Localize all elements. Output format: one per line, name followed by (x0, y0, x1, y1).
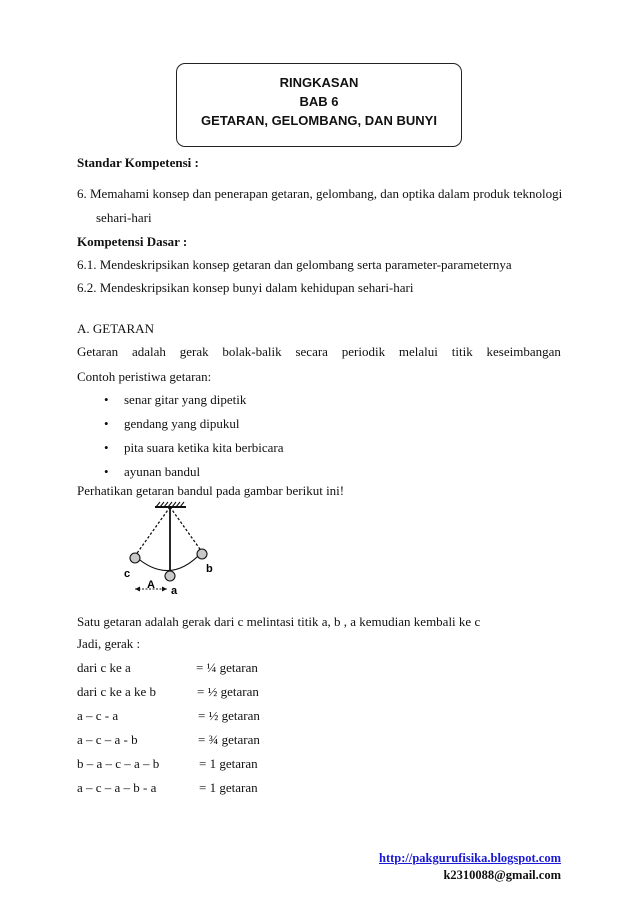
figure-intro: Perhatikan getaran bandul pada gambar berikut ini! (77, 483, 345, 498)
amplitude-arrow-left (135, 587, 140, 592)
motion-value: = ¾ getaran (198, 732, 260, 747)
motion-path: a – c – a - b (77, 732, 138, 747)
motion-value: = ¼ getaran (196, 660, 258, 675)
kd-item-2: 6.2. Mendeskripsikan konsep bunyi dalam kehidupan sehari-hari (77, 280, 414, 295)
definition-word: secara (295, 344, 328, 359)
definition-word: periodik (341, 344, 386, 359)
title-line-2: BAB 6 (299, 94, 339, 109)
title-box (176, 63, 462, 147)
kd-heading: Kompetensi Dasar : (77, 234, 188, 249)
sk-item-line-1: 6. Memahami konsep dan penerapan getaran, gelombang, dan optika dalam produk teknologi (77, 186, 563, 201)
definition-word: gerak (179, 344, 209, 359)
definition-word: bolak-balik (222, 344, 282, 359)
motion-path: b – a – c – a – b (77, 756, 160, 771)
definition-word: melalui (398, 344, 438, 359)
swing-arc (135, 552, 202, 571)
bullet-icon: • (104, 392, 109, 407)
definition-word: keseimbangan (486, 344, 561, 359)
example-item: pita suara ketika kita berbicara (124, 440, 284, 455)
example-item: senar gitar yang dipetik (124, 392, 247, 407)
sk-item-line-2: sehari-hari (96, 210, 152, 225)
bullet-icon: • (104, 440, 109, 455)
motion-value: = 1 getaran (199, 756, 258, 771)
pendulum-figure (110, 497, 240, 607)
bullet-icon: • (104, 416, 109, 431)
label-c: c (124, 568, 131, 580)
definition-line (77, 344, 561, 360)
motion-path: a – c – a – b - a (77, 780, 157, 795)
definition-word: adalah (131, 344, 166, 359)
jadi-text: Jadi, gerak : (77, 636, 141, 651)
definition-word: Getaran (77, 344, 119, 359)
amplitude-arrow-right (162, 587, 167, 592)
motion-value: = 1 getaran (199, 780, 258, 795)
bob-a (165, 571, 175, 581)
definition-word: titik (451, 344, 473, 359)
label-b: b (206, 563, 213, 575)
kd-item-1: 6.1. Mendeskripsikan konsep getaran dan gelombang serta parameter-parameternya (77, 257, 512, 272)
motion-path: a – c - a (77, 708, 119, 723)
bob-c (130, 553, 140, 563)
section-a-heading: A. GETARAN (77, 321, 154, 336)
motion-path: dari c ke a (77, 660, 131, 675)
string-right (170, 507, 202, 552)
examples-intro: Contoh peristiwa getaran: (77, 369, 212, 384)
motion-value: = ½ getaran (198, 708, 260, 723)
label-amplitude: A (147, 579, 155, 591)
example-item: ayunan bandul (124, 464, 201, 479)
footer-email: k2310088@gmail.com (443, 868, 561, 882)
footer-url-link[interactable]: http://pakgurufisika.blogspot.com (379, 851, 561, 865)
motion-value: = ½ getaran (197, 684, 259, 699)
title-line-1: RINGKASAN (279, 75, 359, 90)
title-line-3: GETARAN, GELOMBANG, DAN BUNYI (201, 113, 437, 128)
label-a: a (171, 585, 178, 597)
example-item: gendang yang dipukul (124, 416, 240, 431)
bob-b (197, 549, 207, 559)
string-left (135, 507, 170, 556)
motion-path: dari c ke a ke b (77, 684, 157, 699)
sk-heading: Standar Kompetensi : (77, 155, 199, 170)
bullet-icon: • (104, 464, 109, 479)
summary-text: Satu getaran adalah gerak dari c melintasi titik a, b , a kemudian kembali ke c (77, 614, 481, 629)
